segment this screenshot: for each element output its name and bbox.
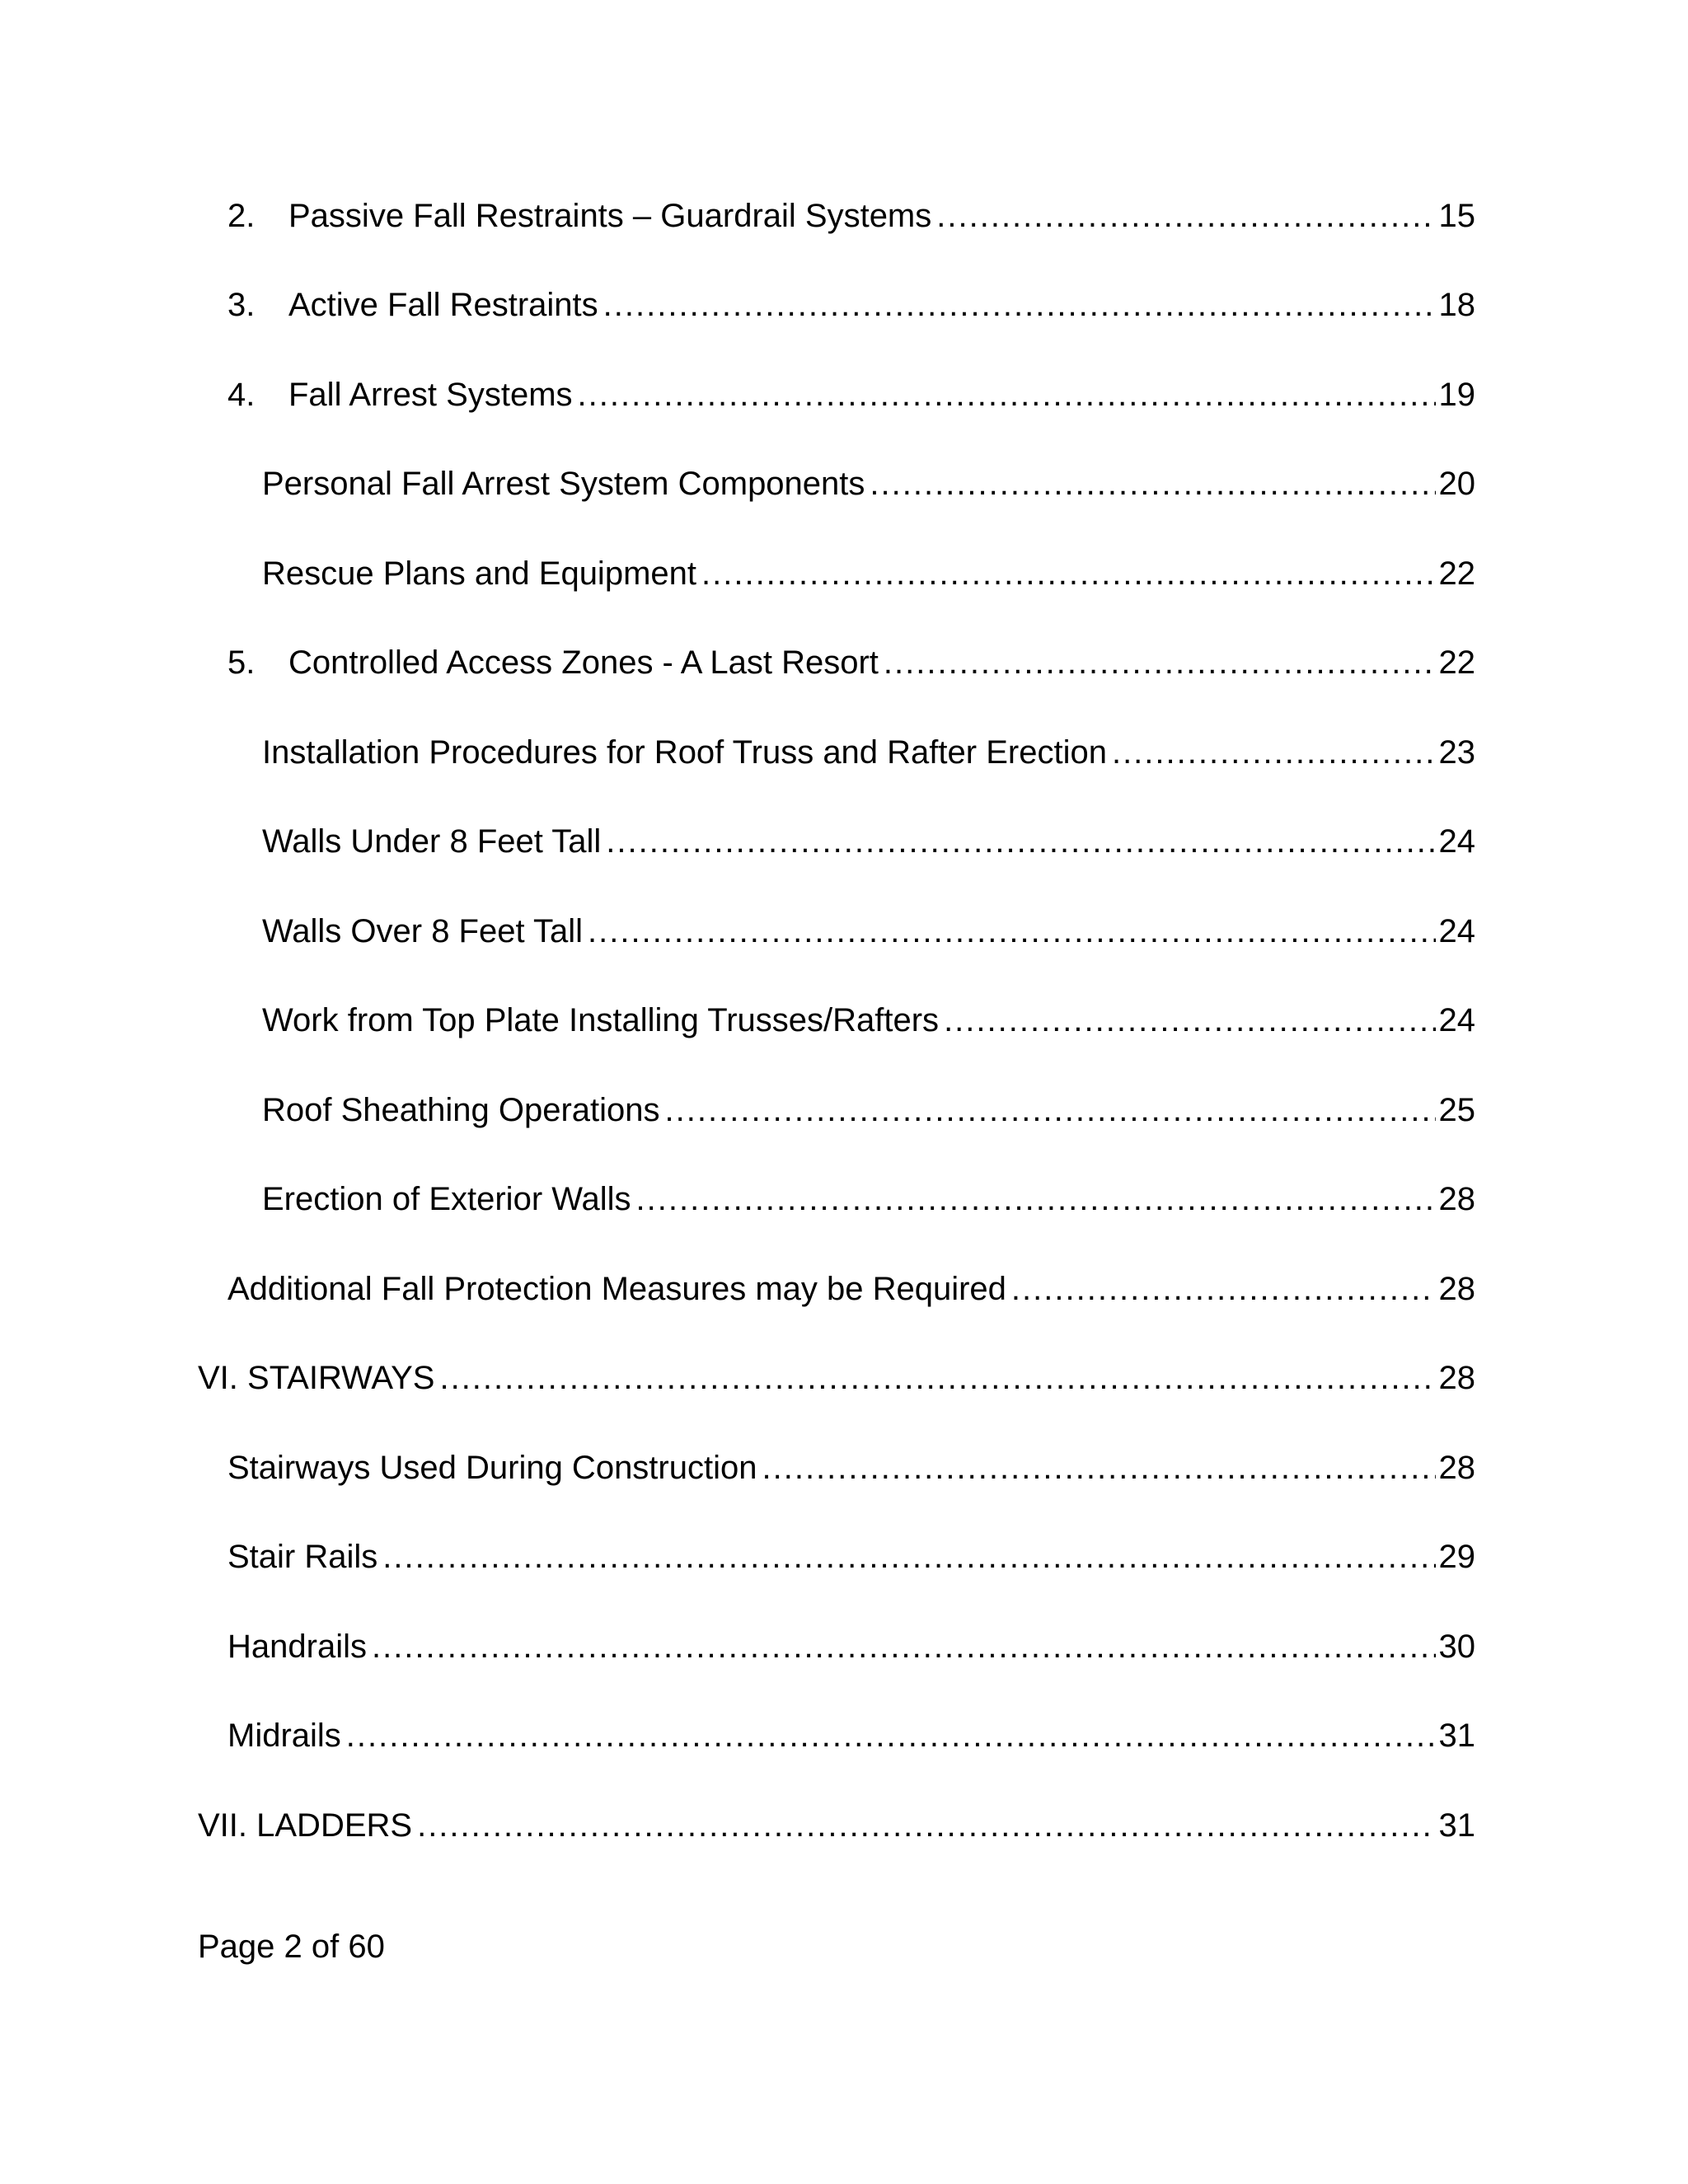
dot-leader [578, 375, 1436, 415]
toc-entry-title: Work from Top Plate Installing Trusses/Rafters [262, 1002, 940, 1038]
toc-entry-page: 22 [1438, 555, 1475, 592]
dot-leader [346, 1716, 1436, 1755]
toc-entry-walls-over-8-feet[interactable] [262, 902, 1475, 951]
toc-entry-title: Installation Procedures for Roof Truss and Rafter Erection [262, 734, 1107, 771]
toc-entry-page: 15 [1438, 198, 1475, 234]
toc-entry-page: 29 [1438, 1539, 1475, 1575]
toc-entry-title: Controlled Access Zones - A Last Resort [288, 644, 879, 681]
toc-entry-walls-under-8-feet[interactable] [262, 812, 1475, 861]
dot-leader [944, 1001, 1435, 1040]
dot-leader [439, 1358, 1435, 1398]
toc-entry-title: Personal Fall Arrest System Components [262, 466, 865, 502]
toc-entry-title: Additional Fall Protection Measures may be Required [227, 1271, 1006, 1307]
toc-entry-personal-fall-arrest-components[interactable] [262, 454, 1475, 504]
toc-entry-number: 4. [227, 377, 256, 413]
toc-entry-number: 3. [227, 287, 256, 323]
dot-leader [382, 1537, 1435, 1577]
toc-entry-page: 31 [1438, 1718, 1475, 1754]
toc-entry-fall-arrest-systems[interactable] [227, 365, 1475, 415]
page-number-footer: Page 2 of 60 [198, 1929, 385, 1965]
toc-entry-title: Walls Over 8 Feet Tall [262, 913, 584, 949]
dot-leader [588, 912, 1435, 951]
toc-entry-title: VII. LADDERS [198, 1807, 413, 1844]
toc-entry-page: 24 [1438, 913, 1475, 949]
dot-leader [665, 1090, 1436, 1130]
dot-leader [1112, 733, 1436, 772]
dot-leader [606, 822, 1435, 861]
toc-entry-ladders[interactable] [198, 1796, 1475, 1845]
toc-entry-title: Roof Sheathing Operations [262, 1092, 660, 1128]
dot-leader [870, 464, 1435, 504]
dot-leader [636, 1179, 1436, 1219]
toc-entry-page: 28 [1438, 1271, 1475, 1307]
toc-entry-title: Stair Rails [227, 1539, 378, 1575]
dot-leader [372, 1627, 1436, 1666]
toc-entry-stair-rails[interactable] [227, 1527, 1475, 1577]
toc-entry-page: 31 [1438, 1807, 1475, 1844]
toc-entry-page: 20 [1438, 466, 1475, 502]
toc-entry-page: 28 [1438, 1360, 1475, 1396]
toc-entry-title: Fall Arrest Systems [288, 377, 573, 413]
toc-entry-page: 22 [1438, 644, 1475, 681]
dot-leader [762, 1448, 1435, 1488]
toc-entry-stairways[interactable] [198, 1348, 1475, 1398]
toc-entry-title: VI. STAIRWAYS [198, 1360, 435, 1396]
dot-leader [603, 285, 1436, 325]
toc-entry-controlled-access-zones[interactable] [227, 633, 1475, 682]
toc-entry-page: 23 [1438, 734, 1475, 771]
toc-entry-title: Passive Fall Restraints – Guardrail Systems [288, 198, 932, 234]
toc-entry-work-from-top-plate[interactable] [262, 991, 1475, 1040]
toc-entry-page: 24 [1438, 823, 1475, 860]
toc-entry-roof-sheathing[interactable] [262, 1080, 1475, 1130]
toc-entry-title: Handrails [227, 1629, 367, 1665]
toc-entry-number: 5. [227, 644, 256, 681]
toc-entry-title: Midrails [227, 1718, 341, 1754]
toc-entry-page: 24 [1438, 1002, 1475, 1038]
toc-entry-title: Stairways Used During Construction [227, 1450, 757, 1486]
dot-leader [417, 1806, 1435, 1845]
toc-entry-installation-procedures[interactable] [262, 723, 1475, 772]
dot-leader [936, 196, 1435, 236]
toc-entry-page: 28 [1438, 1181, 1475, 1217]
dot-leader [884, 643, 1436, 682]
dot-leader [1011, 1269, 1436, 1309]
toc-entry-erection-exterior-walls[interactable] [262, 1169, 1475, 1219]
toc-entry-title: Rescue Plans and Equipment [262, 555, 696, 592]
dot-leader [701, 554, 1436, 593]
toc-entry-additional-fall-protection[interactable] [227, 1259, 1475, 1309]
toc-entry-rescue-plans[interactable] [262, 544, 1475, 593]
toc-entry-page: 19 [1438, 377, 1475, 413]
toc-entry-handrails[interactable] [227, 1617, 1475, 1666]
toc-entry-title: Walls Under 8 Feet Tall [262, 823, 602, 860]
toc-entry-number: 2. [227, 198, 256, 234]
toc-entry-page: 30 [1438, 1629, 1475, 1665]
toc-entry-passive-fall-restraints[interactable] [227, 186, 1475, 236]
toc-entry-stairways-during-construction[interactable] [227, 1438, 1475, 1488]
toc-entry-page: 18 [1438, 287, 1475, 323]
toc-entry-title: Erection of Exterior Walls [262, 1181, 631, 1217]
toc-entry-midrails[interactable] [227, 1706, 1475, 1755]
toc-entry-active-fall-restraints[interactable] [227, 275, 1475, 325]
toc-entry-page: 25 [1438, 1092, 1475, 1128]
toc-entry-page: 28 [1438, 1450, 1475, 1486]
toc-entry-title: Active Fall Restraints [288, 287, 598, 323]
